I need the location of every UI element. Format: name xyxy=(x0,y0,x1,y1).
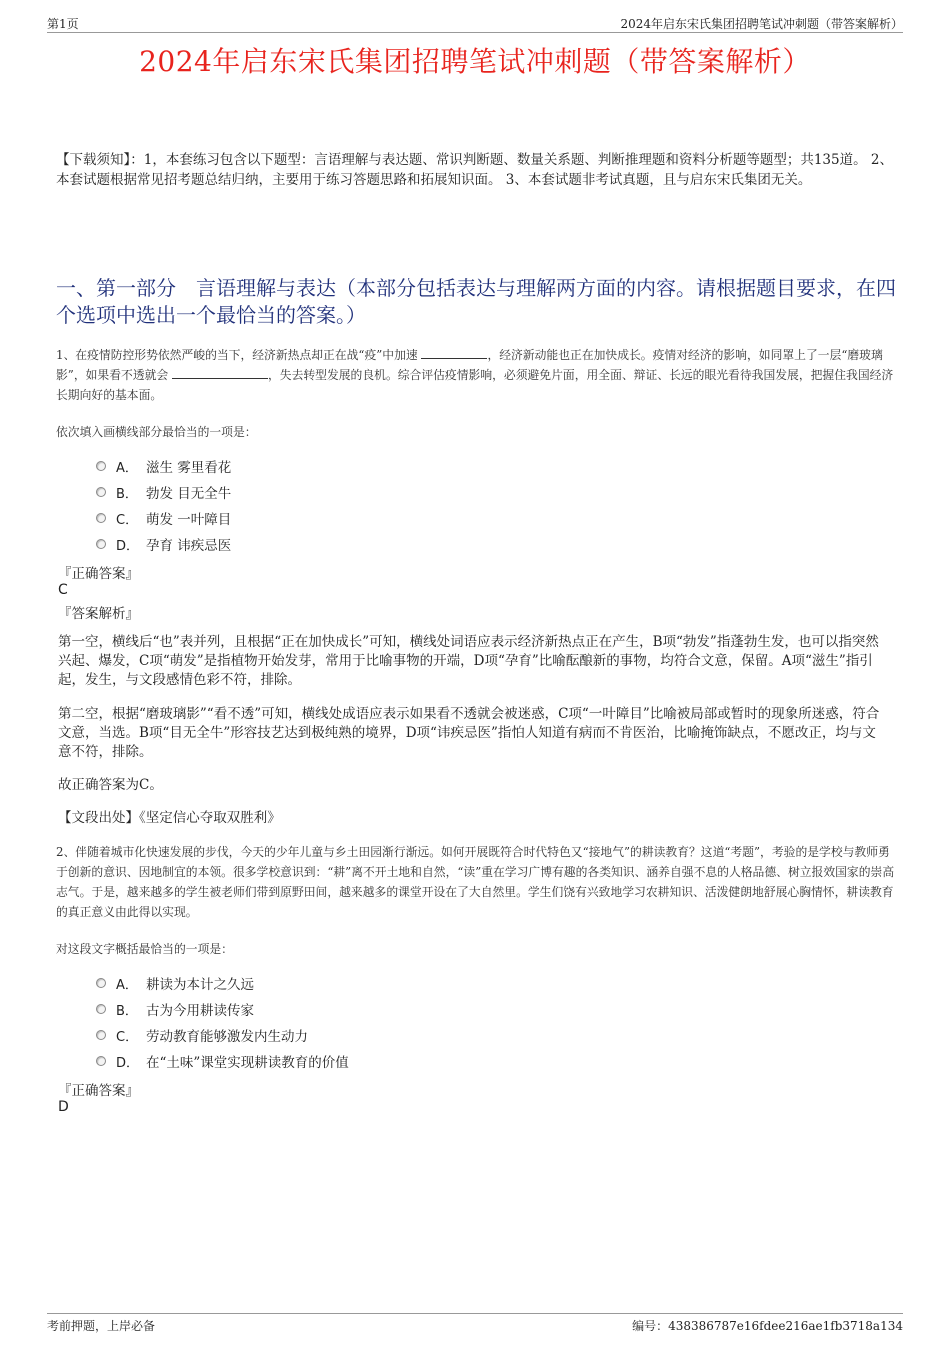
analysis-paragraph-2: 第二空，根据“磨玻璃影”“看不透”可知，横线处成语应表示如果看不透就会被迷惑，C项“一叶障目”比喻被局部或暂时的现象所迷惑，符合文意，当选。B项“目无全牛”形容技艺达到极纯熟的境界，D项“讳疾忌医”指怕人知道有病而不肯医治，比喻掩饰缺点，不愿改正，均与文意不符，排除。 xyxy=(58,706,880,760)
analysis-paragraph-1: 第一空，横线后“也”表并列，且根据“正在加快成长”可知，横线处词语应表示经济新热点正在产生，B项“勃发”指蓬勃生发，也可以指突然兴起、爆发，C项“萌发”是指植物开始发芽，常用于比喻事物的开端，D项“孕育”比喻酝酿新的事物，均符合文意，保留。A项“滋生”指引起，发生，与文段感情色彩不符，排除。 xyxy=(58,634,879,688)
option-c[interactable] xyxy=(96,505,231,531)
option-text: 耕读为本计之久远 xyxy=(146,977,254,993)
option-text: 孕育 讳疾忌医 xyxy=(146,538,232,554)
radio-icon[interactable] xyxy=(96,539,106,549)
question-2-prompt: 对这段文字概括最恰当的一项是： xyxy=(56,942,233,956)
option-a[interactable] xyxy=(96,970,349,996)
question-2-text: 2、伴随着城市化快速发展的步伐，今天的少年儿童与乡土田园渐行渐远。如何开展既符合时代特色又“接地气”的耕读教育？这道“考题”，考验的是学校与教师勇于创新的意识、因地制宜的本领。很多学校意识到：“耕”离不开土地和自然，“读”重在学习广博有趣的各类知识、涵养自强不息的人格品德、树立报效国家的崇高志气。于是，越来越多的学生被老师们带到原野田间，越来越多的课堂开设在了大自然里。学生们饶有兴致地学习农耕知识、活泼健朗地舒展心胸情怀，耕读教育的真正意义由此得以实现。 xyxy=(56,845,895,919)
option-c[interactable] xyxy=(96,1022,349,1048)
radio-icon[interactable] xyxy=(96,513,106,523)
footer-code: 编号：438386787e16fdee216ae1fb3718a134 xyxy=(632,1319,903,1333)
answer-1: C xyxy=(58,582,68,598)
question-1-prompt: 依次填入画横线部分最恰当的一项是： xyxy=(56,425,257,439)
page-header xyxy=(47,14,903,33)
option-letter: C． xyxy=(116,1029,139,1045)
radio-icon[interactable] xyxy=(96,487,106,497)
q1-text-part-a: 1、在疫情防控形势依然严峻的当下，经济新热点却正在战“疫”中加速 xyxy=(56,348,418,362)
option-text: 勃发 目无全牛 xyxy=(146,486,232,502)
document-title: 2024年启东宋氏集团招聘笔试冲刺题（带答案解析） xyxy=(139,45,811,78)
radio-icon[interactable] xyxy=(96,978,106,988)
option-text: 在“土味”课堂实现耕读教育的价值 xyxy=(146,1055,349,1071)
radio-icon[interactable] xyxy=(96,1004,106,1014)
option-d[interactable] xyxy=(96,1048,349,1074)
blank-1 xyxy=(421,346,487,359)
q1-text-part-c: ，失去转型发展的良机。综合评估疫情影响，必须避免片面，用全面、辩证、长远的眼光看待我国发展，把握住我国经济长期向好的基本面。 xyxy=(56,368,894,402)
blank-2 xyxy=(172,366,268,379)
option-letter: D． xyxy=(116,1055,140,1071)
radio-icon[interactable] xyxy=(96,1056,106,1066)
question-2-options xyxy=(96,970,349,1074)
option-b[interactable] xyxy=(96,479,231,505)
page-number: 第1页 xyxy=(47,17,79,31)
analysis-label: 『答案解析』 xyxy=(58,606,139,622)
option-a[interactable] xyxy=(96,453,231,479)
option-text: 萌发 一叶障目 xyxy=(146,512,232,528)
page-footer xyxy=(47,1313,903,1334)
option-letter: A． xyxy=(116,460,138,476)
option-text: 滋生 雾里看花 xyxy=(146,460,232,476)
question-1-options xyxy=(96,453,231,557)
option-letter: A． xyxy=(116,977,138,993)
answer-label-2: 『正确答案』 xyxy=(58,1083,139,1099)
header-doc-title: 2024年启东宋氏集团招聘笔试冲刺题（带答案解析） xyxy=(620,17,903,31)
source-note: 【文段出处】《坚定信心夺取双胜利》 xyxy=(58,810,281,826)
option-letter: D． xyxy=(116,538,140,554)
option-d[interactable] xyxy=(96,531,231,557)
q1-text-part-b: ，经济新动能也正在加快成长。疫情对经济的影响，如同罩上了一层“磨玻璃影”，如果看不透就会 xyxy=(56,348,883,382)
section-heading: 一、第一部分 言语理解与表达（本部分包括表达与理解两方面的内容。请根据题目要求，在四个选项中选出一个最恰当的答案。） xyxy=(56,276,896,327)
option-b[interactable] xyxy=(96,996,349,1022)
analysis-conclusion: 故正确答案为C。 xyxy=(58,777,163,793)
download-notice: 【下载须知】：1，本套练习包含以下题型：言语理解与表达题、常识判断题、数量关系题、判断推理题和资料分析题等题型；共135道。 2、本套试题根据常见招考题总结归纳，主要用于练习答题思路和拓展知识面。 3、本套试题非考试真题，且与启东宋氏集团无关。 xyxy=(56,152,893,188)
option-letter: C． xyxy=(116,512,139,528)
option-text: 古为今用耕读传家 xyxy=(146,1003,254,1019)
radio-icon[interactable] xyxy=(96,1030,106,1040)
radio-icon[interactable] xyxy=(96,461,106,471)
option-text: 劳动教育能够激发内生动力 xyxy=(146,1029,308,1045)
option-letter: B． xyxy=(116,1003,138,1019)
footer-slogan: 考前押题，上岸必备 xyxy=(47,1319,156,1333)
answer-2: D xyxy=(58,1099,69,1115)
answer-label-1: 『正确答案』 xyxy=(58,566,139,582)
option-letter: B． xyxy=(116,486,138,502)
question-1-text xyxy=(56,345,896,405)
